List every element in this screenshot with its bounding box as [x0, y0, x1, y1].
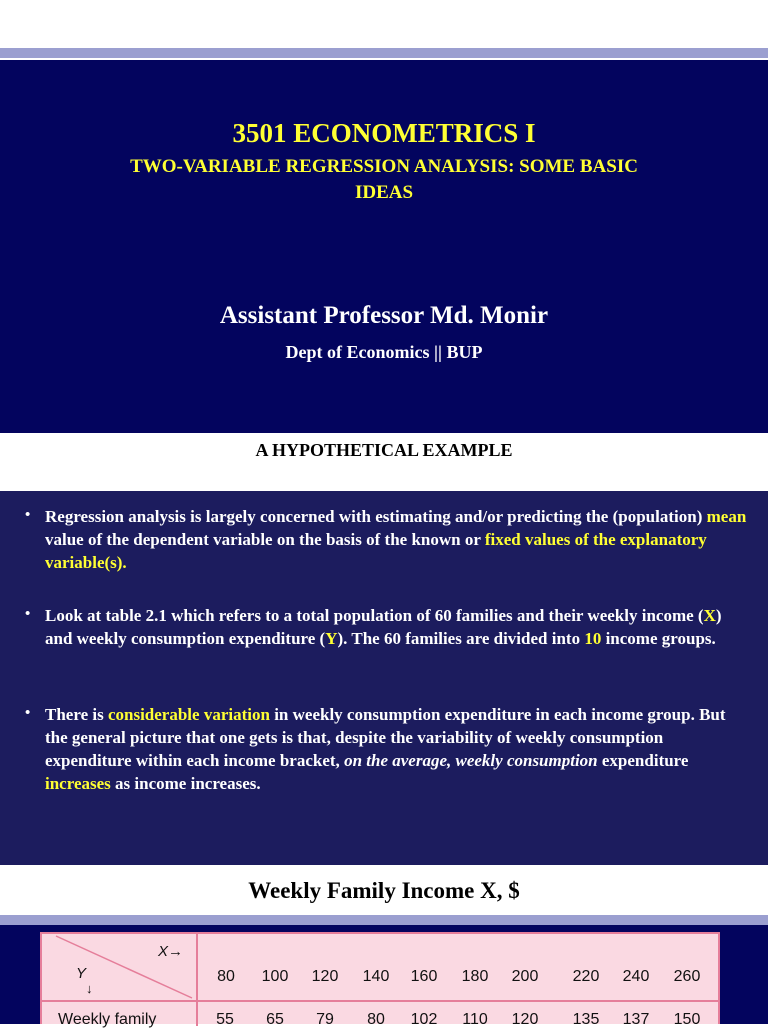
- income-header-cell: 100: [261, 968, 289, 985]
- author-name: Assistant Professor Md. Monir: [219, 302, 549, 329]
- table-slide-title: Weekly Family Income X, $: [248, 878, 520, 903]
- consumption-cell: 80: [367, 1011, 385, 1028]
- bullet-variation: • There is considerable variation in weekly consumption expenditure in each income group. But the general picture that one gets is that, despite the variability of weekly consumption expenditure within each income bracket, on the average, weekly consumption expenditure increases as income increases.: [45, 703, 750, 795]
- consumption-cell: 110: [462, 1011, 488, 1028]
- bullet-icon: •: [25, 705, 31, 721]
- income-header-cell: 140: [362, 968, 390, 985]
- consumption-cell: 65: [266, 1011, 284, 1028]
- bullet-table: • Look at table 2.1 which refers to a total population of 60 families and their weekly income (X) and weekly consumption expenditure (Y). The 60 families are divided into 10 income groups.: [45, 604, 750, 650]
- income-header-cell: 180: [461, 968, 489, 985]
- income-table: [40, 932, 720, 1028]
- income-header-cell: 220: [572, 968, 600, 985]
- income-header-cell: 260: [673, 968, 701, 985]
- row-label: Weekly family: [58, 1011, 157, 1028]
- table-horizontal-rule: [42, 1000, 718, 1002]
- bullet-regression: • Regression analysis is largely concerned with estimating and/or predicting the (population) mean value of the dependent variable on the basis of the known or fixed values of the explanatory variable(s).: [45, 505, 750, 574]
- income-header-cell: 160: [410, 968, 438, 985]
- lecture-subtitle: TWO-VARIABLE REGRESSION ANALYSIS: SOME BASIC IDEAS: [130, 156, 638, 203]
- consumption-cell: 137: [622, 1011, 650, 1028]
- income-header-cell: 200: [511, 968, 539, 985]
- bullet-icon: •: [25, 606, 31, 622]
- down-arrow-icon: ↓: [86, 981, 93, 996]
- title-slide: [0, 60, 768, 433]
- top-stripe: [0, 48, 768, 58]
- income-header-cell: 240: [622, 968, 650, 985]
- consumption-cell: 102: [410, 1011, 438, 1028]
- consumption-cell: 120: [511, 1011, 539, 1028]
- bullet-icon: •: [25, 507, 31, 523]
- consumption-cell: 79: [316, 1011, 334, 1028]
- example-title: A HYPOTHETICAL EXAMPLE: [255, 440, 513, 460]
- department: Dept of Economics || BUP: [285, 342, 483, 362]
- x-axis-label: X→: [158, 943, 184, 960]
- consumption-cell: 150: [673, 1011, 701, 1028]
- consumption-cell: 55: [216, 1011, 234, 1028]
- y-axis-label: Y: [76, 965, 87, 982]
- table-vertical-rule: [196, 934, 198, 1026]
- course-title: 3501 ECONOMETRICS I: [232, 118, 536, 148]
- consumption-cell: 135: [572, 1011, 600, 1028]
- bottom-stripe: [0, 915, 768, 925]
- table-slide: [0, 925, 768, 1028]
- income-header-cell: 120: [311, 968, 339, 985]
- income-header-cell: 80: [217, 968, 235, 985]
- example-slide: [0, 491, 768, 865]
